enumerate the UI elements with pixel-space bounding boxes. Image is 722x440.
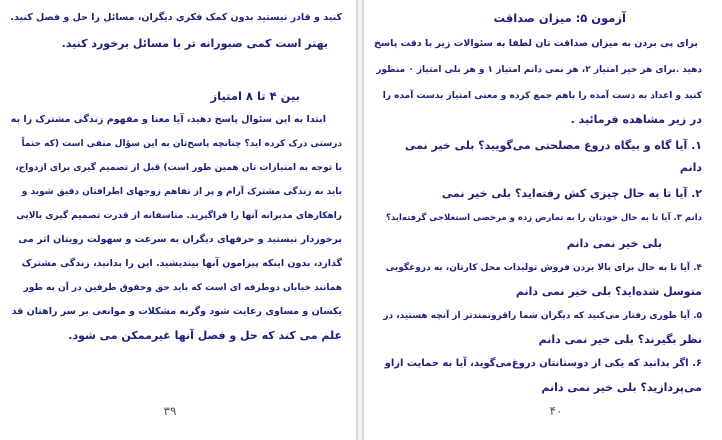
- right-intro-line: کنید و اعداد به دست آمده را باهم جمع کرده و معنی امتیاز بدست آمده را: [382, 91, 702, 101]
- left-intro-line: بهتر است کمی صبورانه تر با مسائل برخورد کنید.: [61, 37, 328, 50]
- question-line: دانم: [679, 161, 702, 174]
- left-body-line: درستی درک کرده اید؟ چنانچه پاسخ‌تان به این سؤال منفی است (که حتماً: [21, 139, 342, 149]
- section-heading: بین ۴ تا ۸ امتیاز: [210, 89, 300, 103]
- left-body-line: راهکارهای مدبرانه آنها را فراگیرید. متاسفانه از قدرت تصمیم گیری بالایی: [16, 211, 342, 221]
- left-body-line: همانند خیابان دوطرفه ای است که باید حق وحقوق طرفین در آن به طور: [23, 283, 342, 293]
- question-line: ۲. آیا تا به حال چیزی کش رفته‌اید؟ بلی خیر نمی: [441, 187, 702, 200]
- right-intro-line: برای پی بردن به میزان صداقت تان لطفا به سئوالات زیر با دقت پاسخ: [373, 38, 698, 49]
- right-intro-line: در زیر مشاهده فرمائید .: [570, 113, 702, 126]
- question-line: متوسل شده‌اید؟ بلی خیر نمی دانم: [515, 285, 702, 298]
- question-line: ۶. اگر بدانید که یکی از دوستانتان دروغ‌می‌گوید، آیا به حمایت ازاو: [384, 358, 702, 369]
- left-body-line: ابتدا به این سئوال پاسخ دهید، آیا معنا و مفهوم زندگی مشترک را به: [10, 114, 326, 125]
- question-line: ۴. آیا تا به حال برای بالا بردن فروش تولیدات محل کارتان، به دروغگویی: [385, 263, 702, 273]
- left-body-line: یکسان و مساوی رعایت شود وگرنه مشکلات و موانعی بر سر راهتان قد: [11, 306, 342, 317]
- question-line: ۵. آیا طوری رفتار می‌کنید که دیگران شما را‌قرو‌تمندتر از آنچه هستید، در: [383, 311, 702, 321]
- left-body-line: گذارد، بدون اینکه پیرامون آنها بیندیشید. این را بدانید، زندگی مشترک: [21, 258, 342, 269]
- left-body-line: با توجه به امتیازات تان همین طور است) قبل از تصمیم گیری برای ازدواج،: [15, 163, 342, 173]
- test-title: آزمون ۵: میزان صداقت: [493, 11, 626, 25]
- book-gutter: [356, 0, 364, 440]
- question-line: ۱. آیا گاه و بیگاه دروغ مصلحتی می‌گویید؟ بلی خیر نمی: [405, 139, 702, 152]
- left-intro-line: کنید و قادر نیستید بدون کمک فکری دیگران، مسائل را حل و فصل کنید.: [10, 12, 342, 23]
- left-body-line: علم می کند که حل و فصل آنها غیرممکن می شود.: [68, 329, 342, 342]
- question-line: دانم ۳. آیا تا به حال خودتان را به تمارض زده و مرخصی استعلاجی گرفته‌اید؟: [385, 213, 702, 223]
- page-number: ۴۰: [549, 404, 563, 418]
- left-body-line: برخوردار نیستید و حرفهای دیگران به سرعت و سهولت رویتان اثر می: [18, 234, 342, 245]
- page-number: ۳۹: [163, 404, 177, 418]
- question-line: نظر بگیرند؟ بلی خیر نمی دانم: [538, 333, 702, 346]
- left-page: [0, 0, 356, 440]
- question-line: می‌پردازید؟ بلی خیر نمی دانم: [541, 381, 702, 394]
- right-intro-line: دهید .برای هر خیر امتیاز ۲، هر نمی دانم امتیاز ۱ و هر بلی امتیاز ۰ منظور: [376, 65, 702, 75]
- right-page: [364, 0, 722, 440]
- left-body-line: باید به زندگی مشترک آرام و پر از تفاهم زوجهای اطرافتان دقیق شوید و: [21, 187, 342, 197]
- question-line: بلی خیر نمی دانم: [566, 237, 662, 250]
